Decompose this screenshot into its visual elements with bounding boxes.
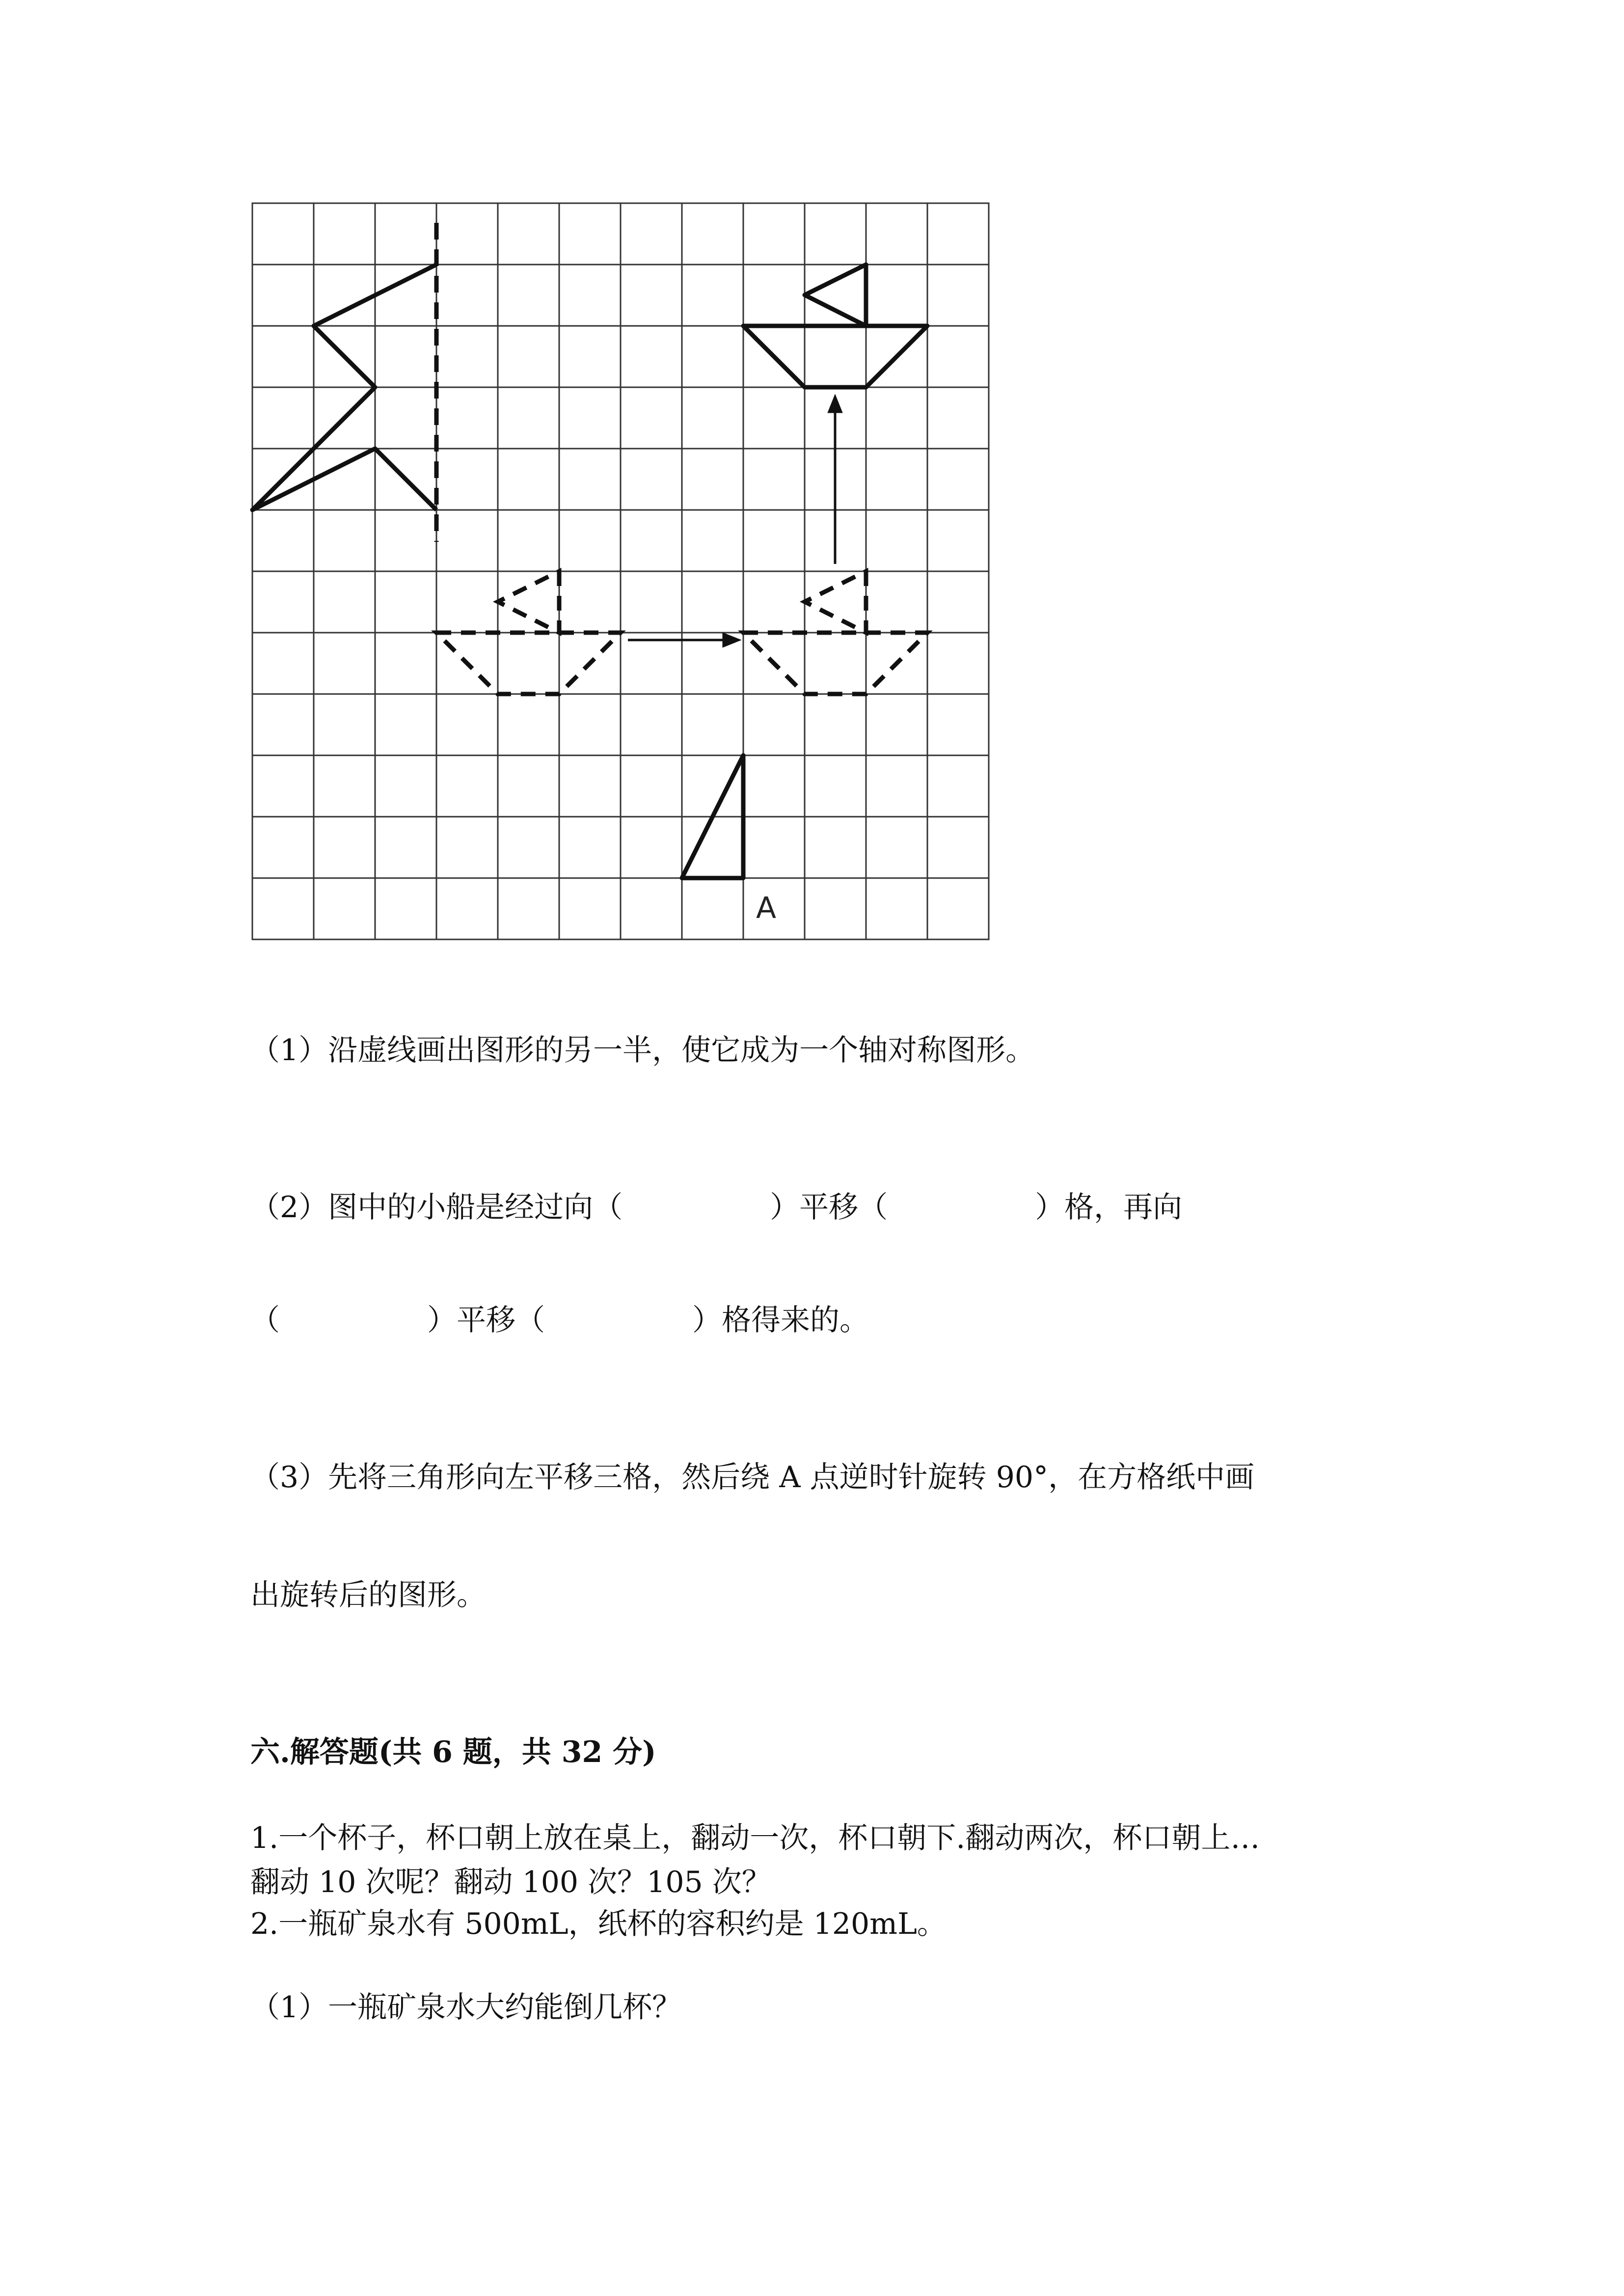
question-3-line-1: （3）先将三角形向左平移三格，然后绕 A 点逆时针旋转 90°，在方格纸中画: [250, 1460, 1255, 1495]
q2-text-b: ）平移（: [770, 1190, 888, 1225]
q2-text-e: ）平移（: [427, 1303, 545, 1337]
q2-text-f: ）格得来的。: [692, 1303, 869, 1337]
question-3-line-2: 出旋转后的图形。: [250, 1578, 486, 1612]
up-arrow: [829, 397, 841, 564]
q2-text-d: （: [250, 1303, 280, 1337]
grid-figure: [245, 196, 992, 952]
question-1: （1）沿虚线画出图形的另一半，使它成为一个轴对称图形。: [250, 1033, 1035, 1068]
point-a-label: A: [756, 891, 777, 925]
question-2-line-2: [250, 1301, 869, 1340]
problem-1-line-1: 1.一个杯子，杯口朝上放在桌上，翻动一次，杯口朝下.翻动两次，杯口朝上…: [250, 1821, 1260, 1855]
q2-text-a: （2）图中的小船是经过向（: [250, 1190, 623, 1225]
right-arrow: [628, 634, 738, 646]
section-6-heading: 六.解答题(共 6 题，共 32 分): [250, 1735, 656, 1769]
problem-1-line-2: 翻动 10 次呢？翻动 100 次？105 次？: [250, 1865, 771, 1899]
problem-2-question-1: （1）一瓶矿泉水大约能倒几杯？: [250, 1990, 682, 2025]
grid-lines: [252, 203, 989, 939]
boat-final: [743, 265, 927, 387]
problem-2: 2.一瓶矿泉水有 500mL，纸杯的容积约是 120mL。: [250, 1907, 947, 1941]
q2-text-c: ）格，再向: [1035, 1190, 1183, 1225]
question-2-line-1: [250, 1188, 1182, 1227]
